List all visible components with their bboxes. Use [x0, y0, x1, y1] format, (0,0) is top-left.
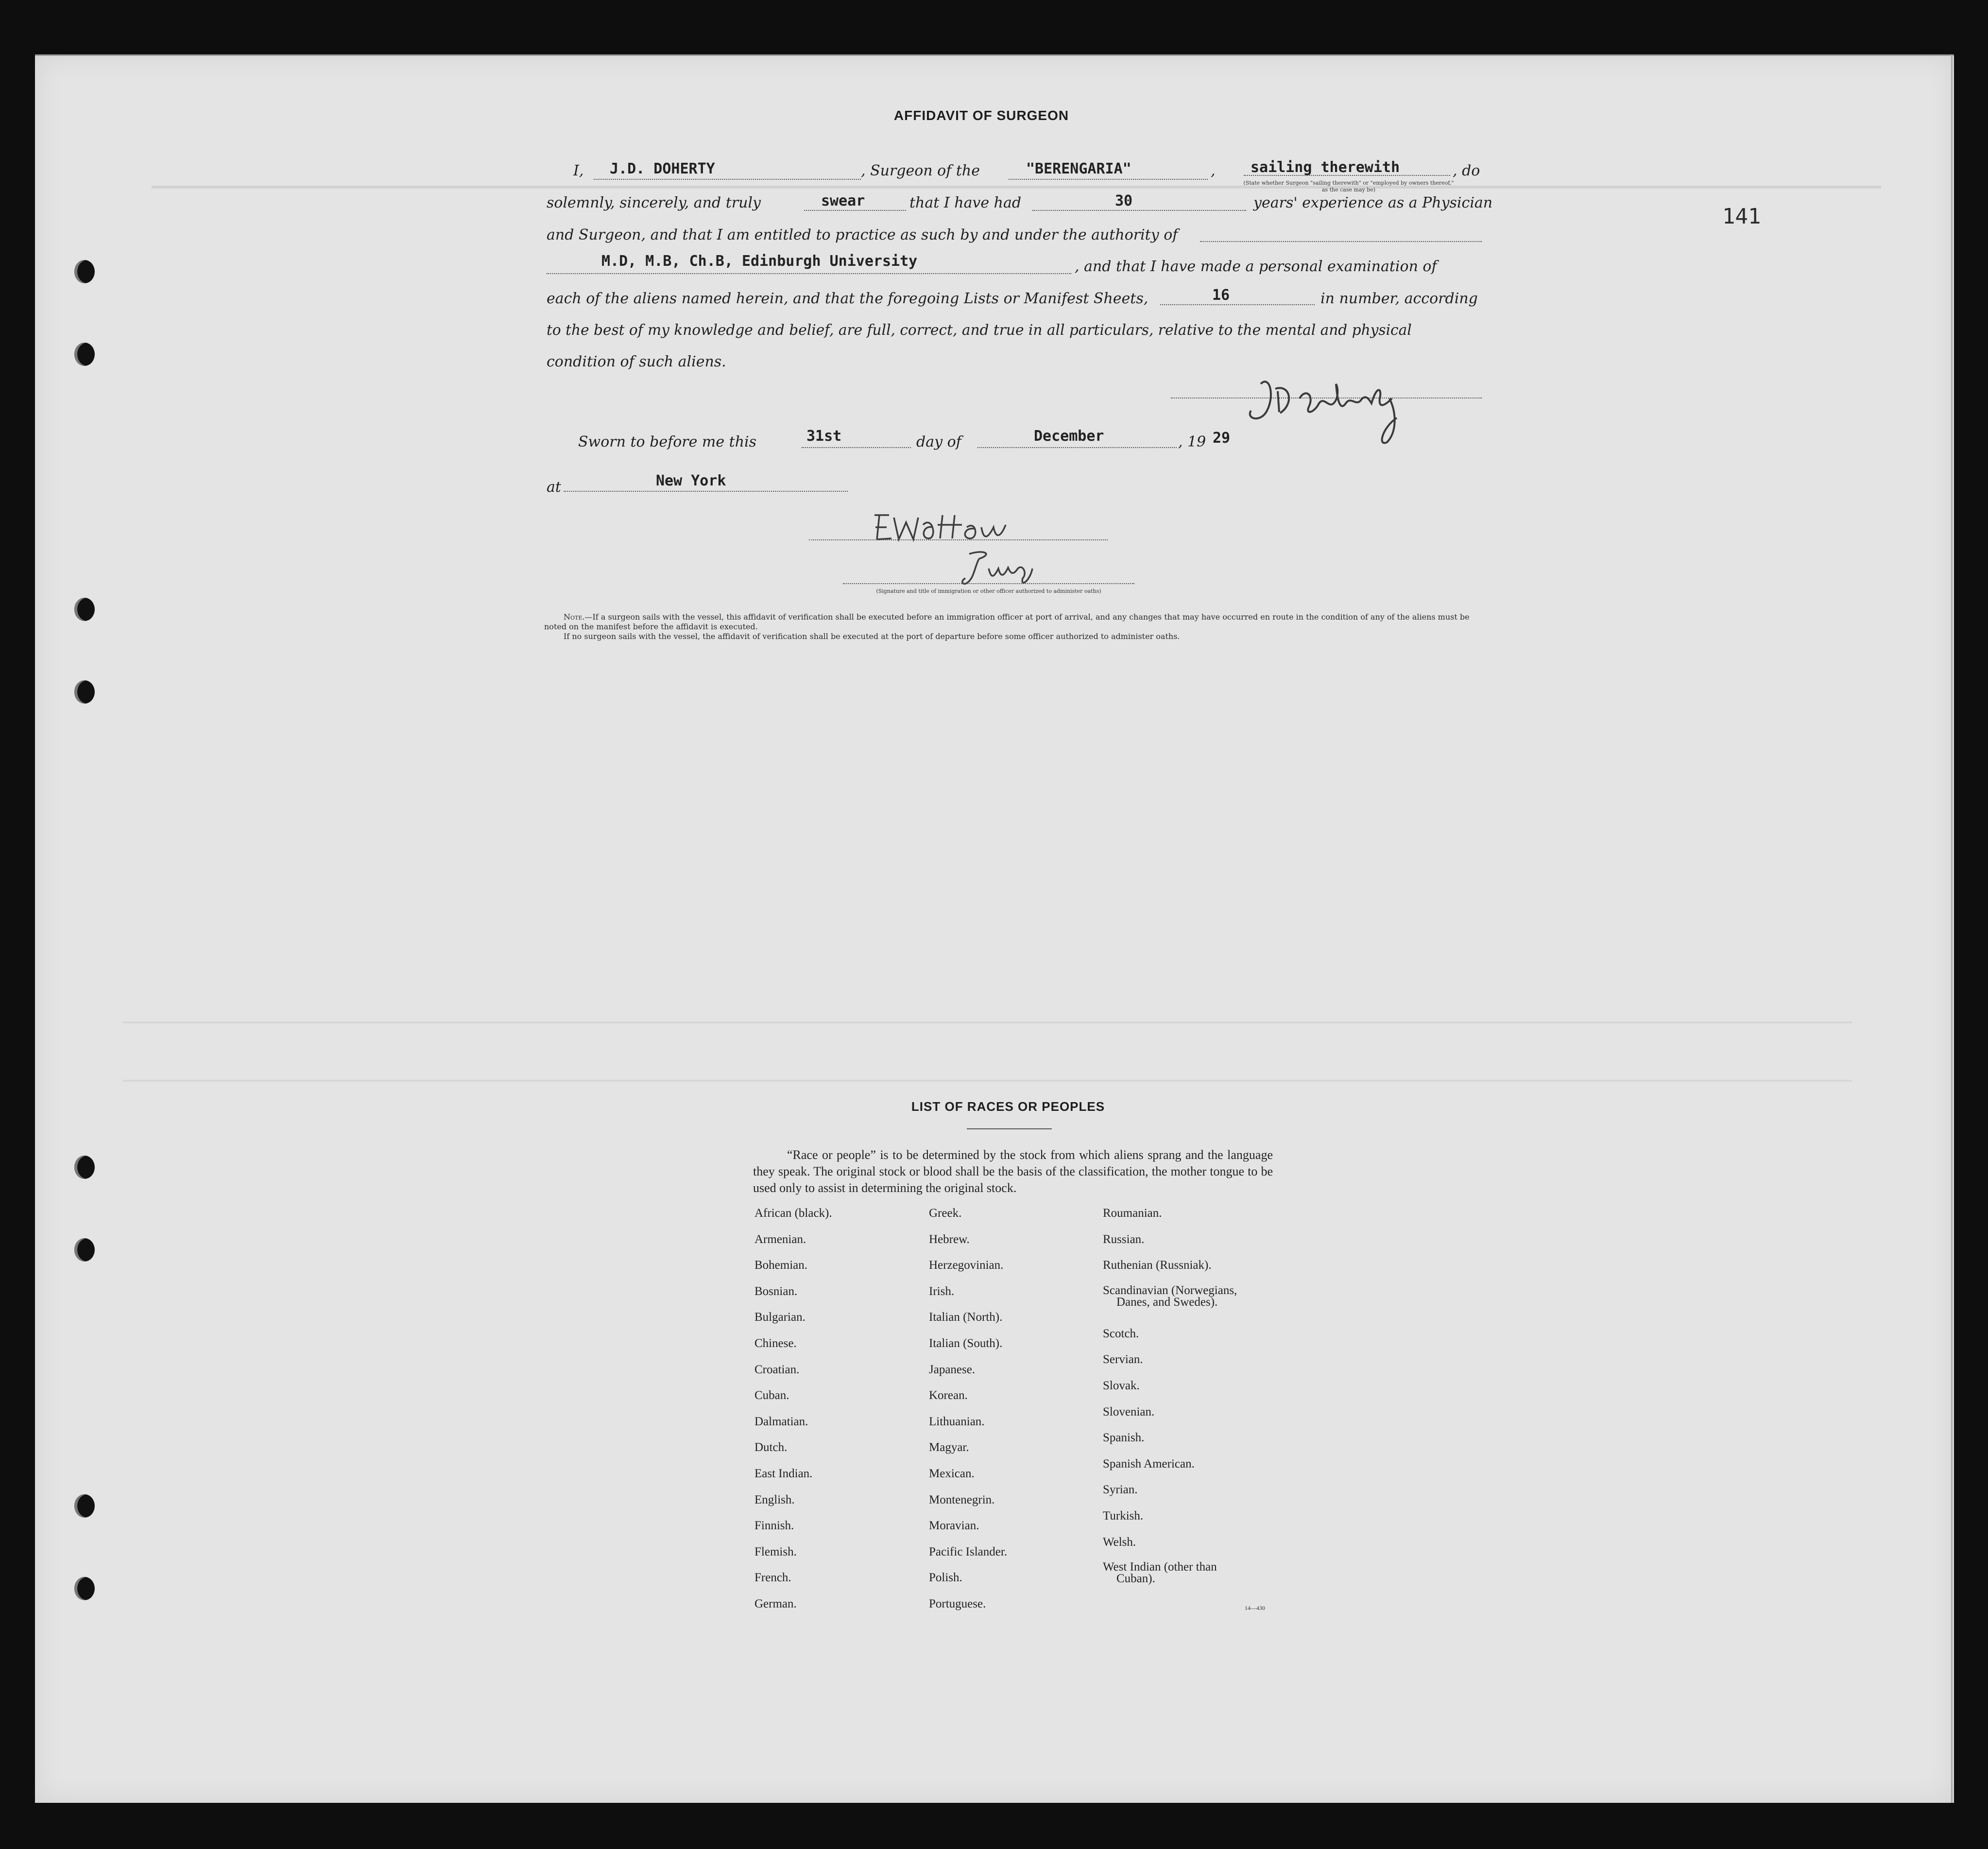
surgeon-name: J.D. DOHERTY: [610, 160, 715, 177]
race-item-scandinavian-line2: Danes, and Swedes).: [1116, 1295, 1218, 1309]
races-title: LIST OF RACES OR PEOPLES: [911, 1099, 1105, 1114]
binder-hole: [74, 343, 95, 366]
authority-dots-a: [1200, 241, 1482, 242]
race-item: Roumanian.: [1103, 1207, 1162, 1220]
binder-hole: [74, 1156, 95, 1179]
officer-signature-line-1: [809, 539, 1108, 540]
bleed-through-heading: [152, 142, 168, 190]
officer-title-signature: [960, 549, 1076, 588]
race-item: Montenegrin.: [929, 1493, 995, 1506]
races-column-1: [754, 1207, 915, 1624]
race-item: Mexican.: [929, 1467, 975, 1480]
bleed-through-rule: [152, 186, 1881, 189]
race-item: Welsh.: [1103, 1535, 1136, 1549]
affidavit-title: AFFIDAVIT OF SURGEON: [893, 108, 1069, 123]
races-intro: “Race or people” is to be determined by the stock from which aliens sprang and the language they speak. The original stock or blood shall be the basis of the classification, the mother tongue to be used only to assist in determining the original stock.: [753, 1148, 1273, 1195]
binder-hole: [74, 1238, 95, 1261]
affidavit-line5-suffix: in number, according: [1320, 290, 1478, 307]
sworn-month: December: [1034, 428, 1104, 445]
race-item: Bohemian.: [754, 1259, 808, 1272]
race-item-scandinavian: [1103, 1285, 1278, 1327]
race-item: African (black).: [754, 1207, 832, 1220]
race-item: English.: [754, 1493, 795, 1506]
years-dots: [1032, 210, 1246, 211]
sworn-month-dots: [977, 447, 1177, 448]
affidavit-line6: to the best of my knowledge and belief, are full, correct, and true in all particulars, relative to the mental and physical: [547, 322, 1412, 338]
race-item: French.: [754, 1571, 791, 1585]
race-item: Scotch.: [1103, 1327, 1139, 1340]
race-item: Pacific Islander.: [929, 1545, 1008, 1558]
affidavit-line3: and Surgeon, and that I am entitled to practice as such by and under the authority of: [547, 226, 1178, 243]
sworn-year-suffix: 29: [1213, 430, 1231, 447]
race-item: Spanish.: [1103, 1431, 1145, 1445]
officer-caption: (Signature and title of immigration or other officer authorized to administer oaths): [876, 588, 1101, 594]
sailing-status-note: (State whether Surgeon "sailing therewith" or "employed by owners thereof," as the case may be): [1243, 180, 1454, 193]
sheet-count: 16: [1212, 287, 1230, 304]
bleed-through-rule-3: [122, 1080, 1852, 1082]
sailing-status: sailing therewith: [1251, 159, 1400, 176]
races-column-2: [929, 1207, 1089, 1624]
surgeon-name-dots: [594, 179, 861, 180]
place-dots: [564, 491, 848, 492]
race-item: Moravian.: [929, 1519, 979, 1533]
race-item: East Indian.: [754, 1467, 813, 1480]
sworn-day: 31st: [806, 428, 842, 445]
binder-hole: [74, 1494, 95, 1518]
race-item-west-indian: [1103, 1561, 1278, 1585]
race-item: Ruthenian (Russniak).: [1103, 1259, 1212, 1272]
race-item: Portuguese.: [929, 1597, 986, 1610]
officer-signature-line-2: [843, 583, 1134, 584]
officer-signature: [870, 505, 1054, 544]
note-line-2: If no surgeon sails with the vessel, the affidavit of verification shall be executed at the port of departure before some officer authorized to administer oaths.: [564, 632, 1180, 641]
binder-hole: [74, 1577, 95, 1600]
note-line-1: —If a surgeon sails with the vessel, this affidavit of verification shall be executed before an immigration officer at port of arrival, and any changes that may have occurred en route in the condition of any of the aliens must be noted on the manifest before the affidavit is executed.: [544, 612, 1470, 631]
vessel-name: "BERENGARIA": [1026, 160, 1131, 177]
binder-hole: [74, 598, 95, 621]
race-item: Finnish.: [754, 1519, 794, 1533]
surgeon-signature: [1241, 369, 1426, 447]
race-item: Armenian.: [754, 1232, 806, 1246]
affidavit-line1-suffix: , do: [1453, 162, 1480, 179]
race-item: Greek.: [929, 1207, 962, 1220]
affidavit-line2-mid: that I have had: [909, 194, 1022, 211]
race-item: Polish.: [929, 1571, 962, 1585]
affidavit-line4-suffix: , and that I have made a personal examination of: [1075, 258, 1437, 275]
race-item: Spanish American.: [1103, 1457, 1195, 1470]
binder-hole: [74, 260, 95, 283]
affidavit-line2-suffix: years' experience as a Physician: [1253, 194, 1493, 211]
race-item: Syrian.: [1103, 1483, 1138, 1497]
form-number: 14—430: [1245, 1605, 1265, 1611]
affidavit-note-paragraph-1: [544, 612, 1482, 632]
affidavit-line2-prefix: solemnly, sincerely, and truly: [547, 194, 761, 211]
races-title-underline: [967, 1128, 1052, 1129]
sworn-year-prefix: , 19: [1178, 433, 1206, 450]
race-item-west-indian-line2: Cuban).: [1116, 1572, 1155, 1586]
place-prefix: at: [547, 479, 561, 496]
race-item: Flemish.: [754, 1545, 797, 1558]
race-item: Chinese.: [754, 1336, 797, 1350]
race-item: Japanese.: [929, 1363, 976, 1376]
race-item-scandinavian-line1: Scandinavian (Norwegians,: [1103, 1283, 1237, 1297]
race-item: Lithuanian.: [929, 1415, 985, 1428]
affidavit-line1-prefix: I,: [573, 162, 584, 179]
race-item: Slovak.: [1103, 1379, 1140, 1392]
race-item: Dalmatian.: [754, 1415, 808, 1428]
race-item: Magyar.: [929, 1441, 969, 1454]
race-item: Italian (South).: [929, 1336, 1003, 1350]
affidavit-line5-prefix: each of the aliens named herein, and that the foregoing Lists or Manifest Sheets,: [547, 290, 1148, 307]
sworn-day-dots: [802, 447, 911, 448]
race-item: Dutch.: [754, 1441, 788, 1454]
affidavit-line1-mid: , Surgeon of the: [861, 162, 980, 179]
sheet-count-dots: [1160, 304, 1315, 305]
binder-hole: [74, 680, 95, 704]
race-item: Turkish.: [1103, 1509, 1144, 1522]
race-item: Herzegovinian.: [929, 1259, 1004, 1272]
authority: M.D, M.B, Ch.B, Edinburgh University: [601, 253, 918, 270]
race-item: Hebrew.: [929, 1232, 970, 1246]
race-item: Korean.: [929, 1389, 968, 1402]
race-item-west-indian-line1: West Indian (other than: [1103, 1560, 1217, 1574]
note-label: Note.: [564, 612, 585, 622]
race-item: Bosnian.: [754, 1284, 798, 1298]
affidavit-note: [544, 612, 1482, 641]
race-item: Irish.: [929, 1284, 955, 1298]
years-experience: 30: [1115, 192, 1133, 209]
vessel-dots: [1009, 179, 1208, 180]
race-item: Cuban.: [754, 1389, 789, 1402]
race-item: German.: [754, 1597, 797, 1610]
race-item: Bulgarian.: [754, 1311, 805, 1324]
sworn-day-of: day of: [916, 433, 961, 450]
race-item: Servian.: [1103, 1353, 1143, 1366]
race-item: Slovenian.: [1103, 1405, 1155, 1418]
sheet-edge-top: [35, 54, 1954, 56]
page-number-stamp: 141: [1722, 204, 1761, 229]
authority-dots-b: [547, 273, 1071, 274]
race-item: Croatian.: [754, 1363, 800, 1376]
races-column-3: [1103, 1207, 1278, 1585]
race-item: Italian (North).: [929, 1311, 1003, 1324]
sworn-prefix: Sworn to before me this: [578, 433, 757, 450]
oath-dots: [804, 210, 906, 211]
race-item: Russian.: [1103, 1232, 1145, 1246]
place-value: New York: [656, 472, 726, 489]
oath-word: swear: [821, 192, 865, 209]
affidavit-line1-comma: ,: [1211, 162, 1216, 179]
affidavit-line7: condition of such aliens.: [547, 353, 726, 370]
sheet-edge-right: [1951, 54, 1953, 1803]
bleed-through-rule-2: [122, 1021, 1852, 1023]
